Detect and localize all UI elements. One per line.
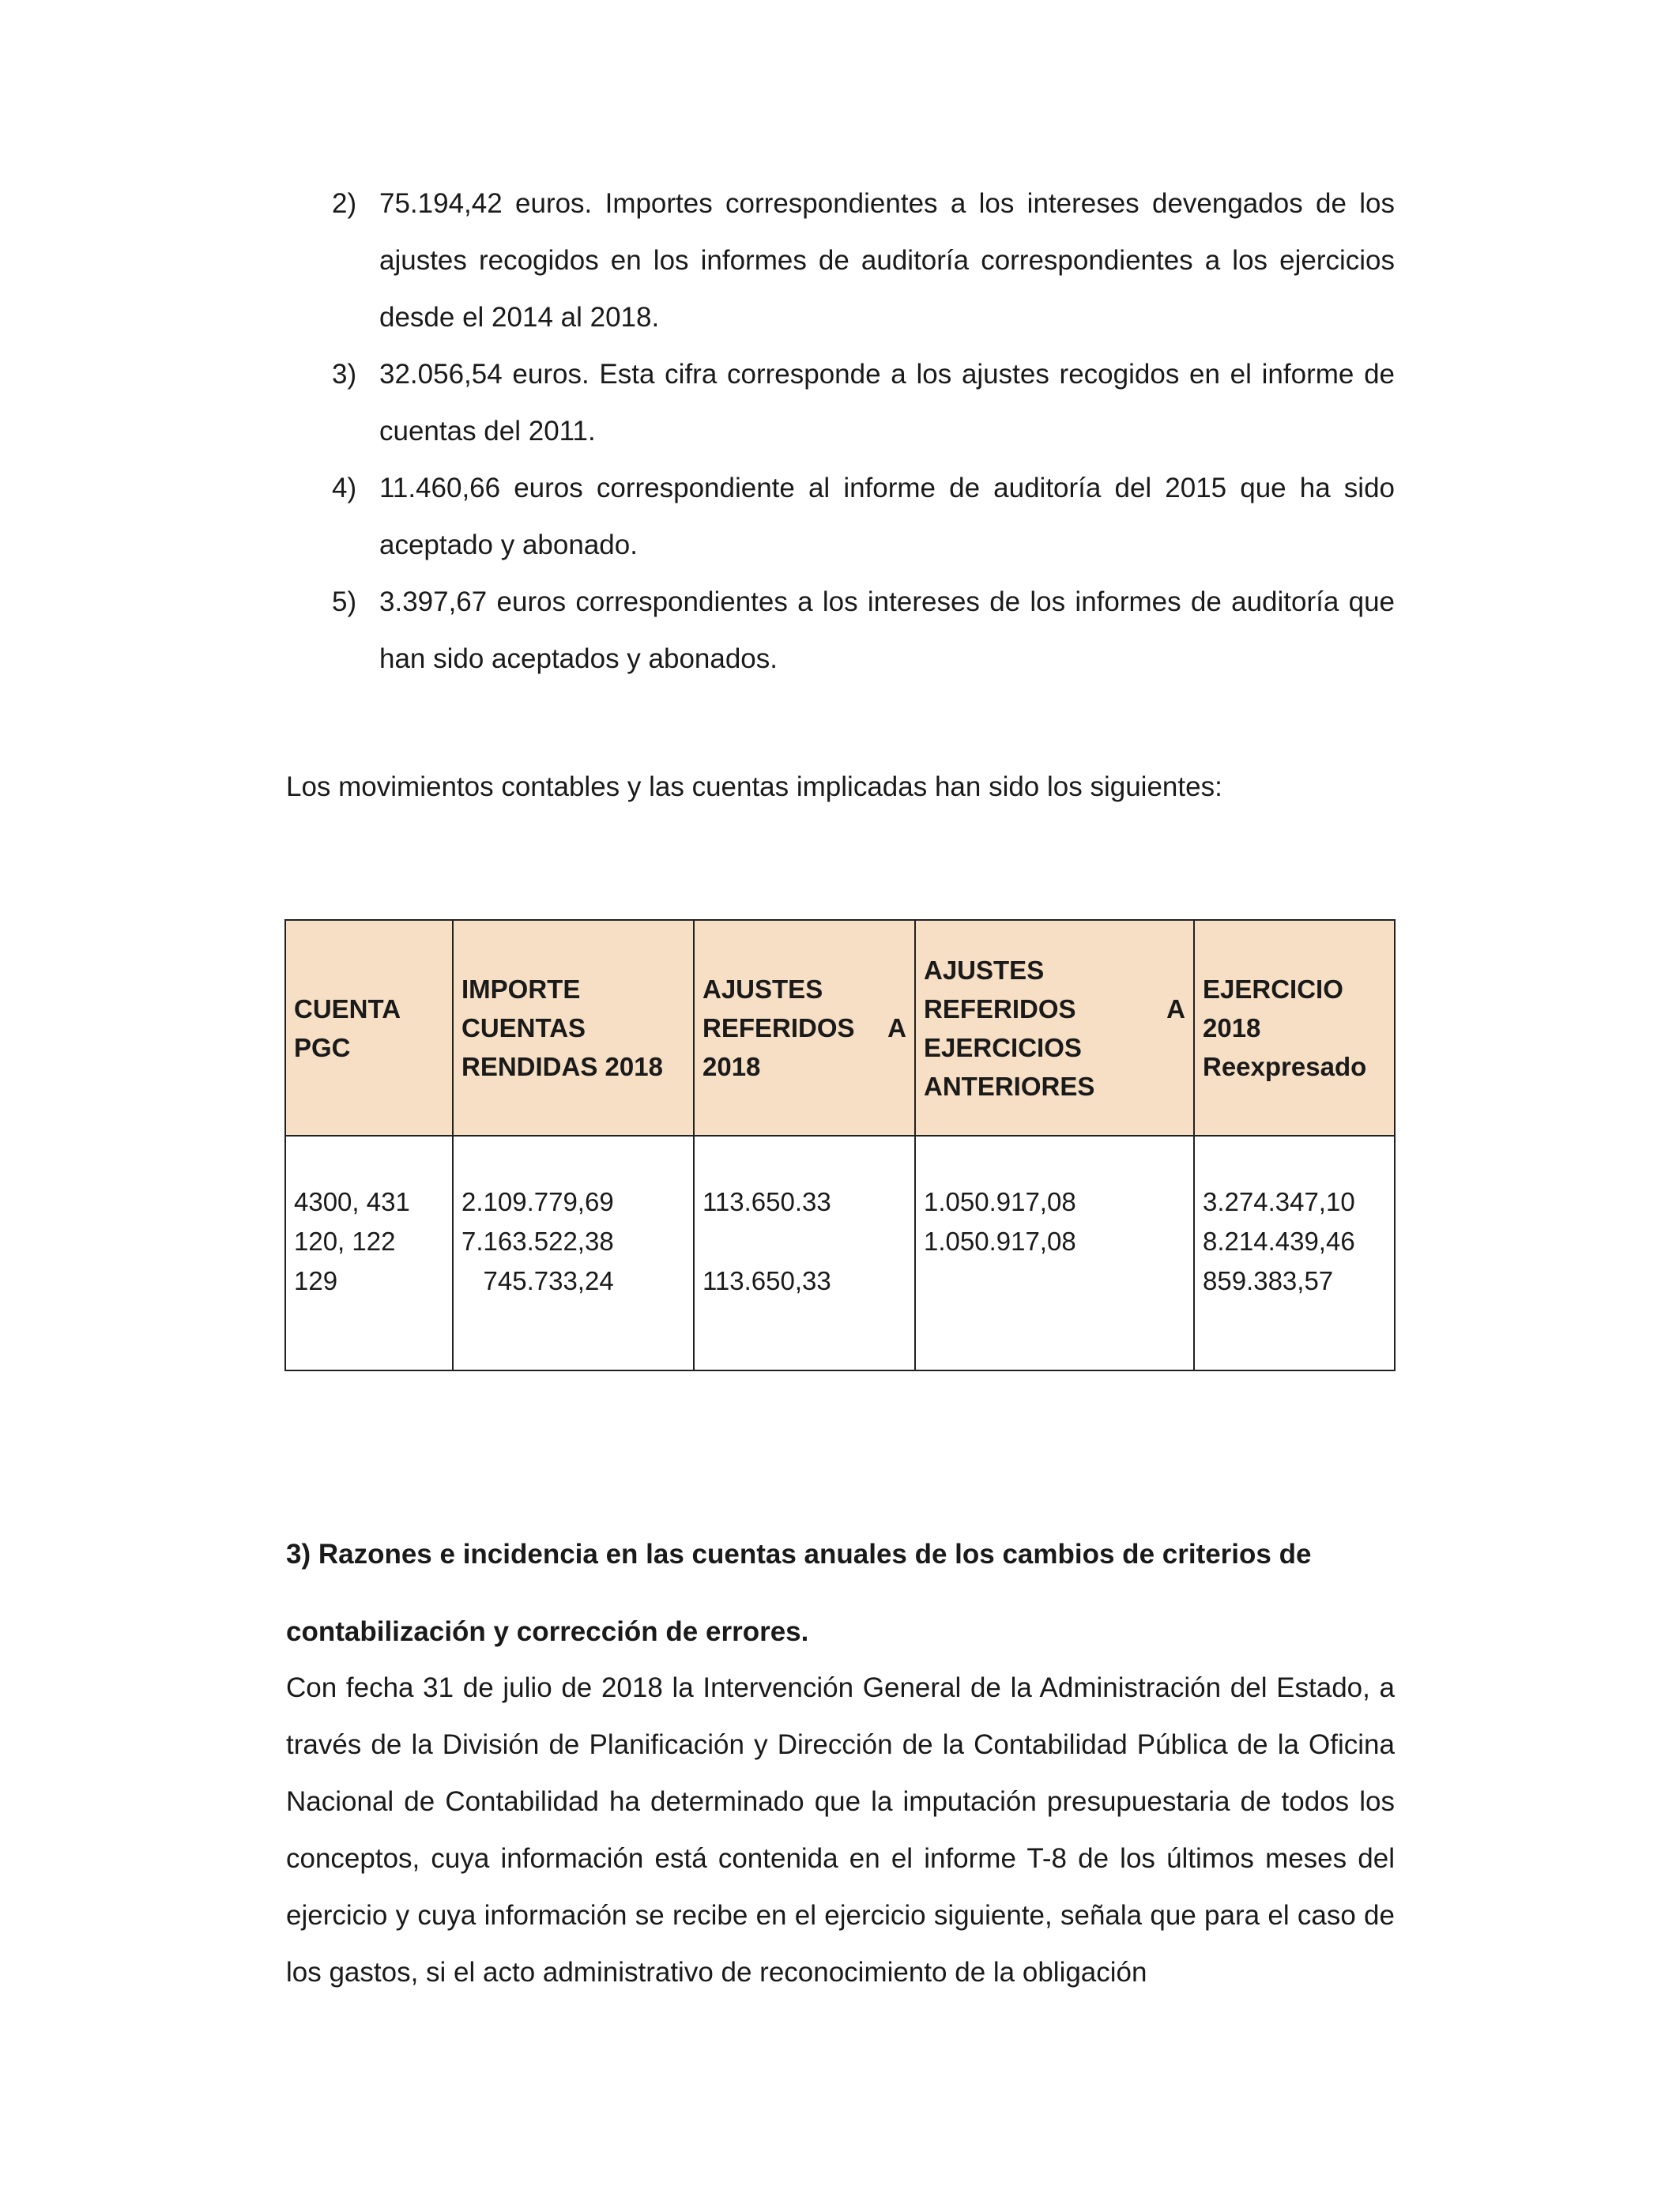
- header-importe: [453, 920, 694, 1136]
- header-line: IMPORTE: [461, 974, 581, 1004]
- header-line-group: [924, 990, 1185, 1028]
- list-item: [332, 346, 1395, 460]
- header-line: EJERCICIOS: [924, 1032, 1082, 1062]
- header-ajustes-anteriores: [915, 920, 1194, 1136]
- header-line: RENDIDAS 2018: [461, 1052, 663, 1081]
- cell-line: 2.109.779,69: [461, 1187, 614, 1216]
- list-item-text: 3.397,67 euros correspondientes a los intereses de los informes de auditoría que han sido aceptados y abonados.: [379, 586, 1395, 674]
- list-item: [332, 574, 1395, 688]
- cell-ajustes-2018: [694, 1136, 915, 1370]
- cell-line: 8.214.439,46: [1203, 1227, 1355, 1256]
- header-line: REFERIDOS: [703, 1013, 855, 1042]
- header-cuenta-pgc: [285, 920, 453, 1136]
- list-item-number: 4): [332, 473, 357, 503]
- list-item: [332, 175, 1395, 346]
- table-header-row: [285, 920, 1395, 1136]
- table-row: [285, 1136, 1395, 1370]
- cell-line: 7.163.522,38: [461, 1227, 614, 1256]
- list-item-text: 75.194,42 euros. Importes correspondientes a los intereses devengados de los ajustes recogidos en los informes de auditoría correspondientes a los ejercicios desde el 2014 al 2018.: [379, 188, 1395, 333]
- cell-line: [924, 1261, 1185, 1301]
- list-item-number: 2): [332, 188, 357, 219]
- list-item-text: 32.056,54 euros. Esta cifra corresponde a los ajustes recogidos en el informe de cuentas del 2011.: [379, 359, 1395, 447]
- section-heading-line: contabilización y corrección de errores.: [286, 1616, 809, 1647]
- body-paragraph: Con fecha 31 de julio de 2018 la Intervención General de la Administración del Estado, a través de la División de Planificación y Dirección de la Contabilidad Pública de la Oficina Nacional de Contabilidad ha determinado que la imputación presupuestaria de todos los conceptos, cuya información está contenida en el informe T-8 de los últimos meses del ejercicio y cuya información se recibe en el ejercicio siguiente, señala que para el caso de los gastos, si el acto administrativo de reconocimiento de la obligación: [286, 1672, 1395, 1988]
- list-item-number: 3): [332, 359, 357, 390]
- intro-paragraph: Los movimientos contables y las cuentas implicadas han sido los siguientes:: [286, 771, 1222, 802]
- header-line: 2018: [1203, 1013, 1261, 1042]
- header-ajustes-2018: [694, 920, 915, 1136]
- header-line: ANTERIORES: [924, 1071, 1095, 1101]
- cell-line: 1.050.917,08: [924, 1187, 1076, 1216]
- cell-line: 745.733,24: [461, 1266, 614, 1295]
- cell-line: 113.650,33: [703, 1266, 831, 1295]
- cell-line: 120, 122: [294, 1227, 396, 1256]
- cell-ajustes-anteriores: [915, 1136, 1194, 1370]
- cell-line: 859.383,57: [1203, 1266, 1334, 1295]
- section-heading-line: 3) Razones e incidencia en las cuentas anuales de los cambios de criterios de: [286, 1539, 1312, 1570]
- header-line: EJERCICIO: [1203, 974, 1343, 1004]
- header-line: A: [1166, 993, 1185, 1023]
- list-item-number: 5): [332, 586, 357, 617]
- header-ejercicio-reexpresado: [1194, 920, 1395, 1136]
- header-line-group: [703, 1008, 906, 1047]
- numbered-list: [332, 175, 1395, 688]
- header-line: A: [887, 1013, 906, 1042]
- header-line: CUENTA: [294, 993, 401, 1023]
- header-line: 2018: [703, 1052, 761, 1081]
- header-line: Reexpresado: [1203, 1052, 1367, 1081]
- cell-line: [703, 1222, 906, 1261]
- list-item-text: 11.460,66 euros correspondiente al informe de auditoría del 2015 que ha sido aceptado y abonado.: [379, 473, 1395, 560]
- cell-line: 113.650.33: [703, 1187, 831, 1216]
- cell-line: 129: [294, 1266, 338, 1295]
- header-line: REFERIDOS: [924, 993, 1076, 1023]
- header-line: PGC: [294, 1032, 351, 1062]
- header-line: AJUSTES: [703, 974, 823, 1004]
- cell-importe: [453, 1136, 694, 1370]
- header-line: CUENTAS: [461, 1013, 586, 1042]
- cell-line: 4300, 431: [294, 1187, 410, 1216]
- cell-line: 3.274.347,10: [1203, 1187, 1355, 1216]
- cell-cuenta-pgc: [285, 1136, 453, 1370]
- header-line: AJUSTES: [924, 955, 1045, 985]
- cell-line: 1.050.917,08: [924, 1227, 1076, 1256]
- accounting-table: [284, 919, 1396, 1371]
- list-item: [332, 460, 1395, 574]
- section-heading: [286, 1516, 1395, 1671]
- cell-ejercicio-reexpresado: [1194, 1136, 1395, 1370]
